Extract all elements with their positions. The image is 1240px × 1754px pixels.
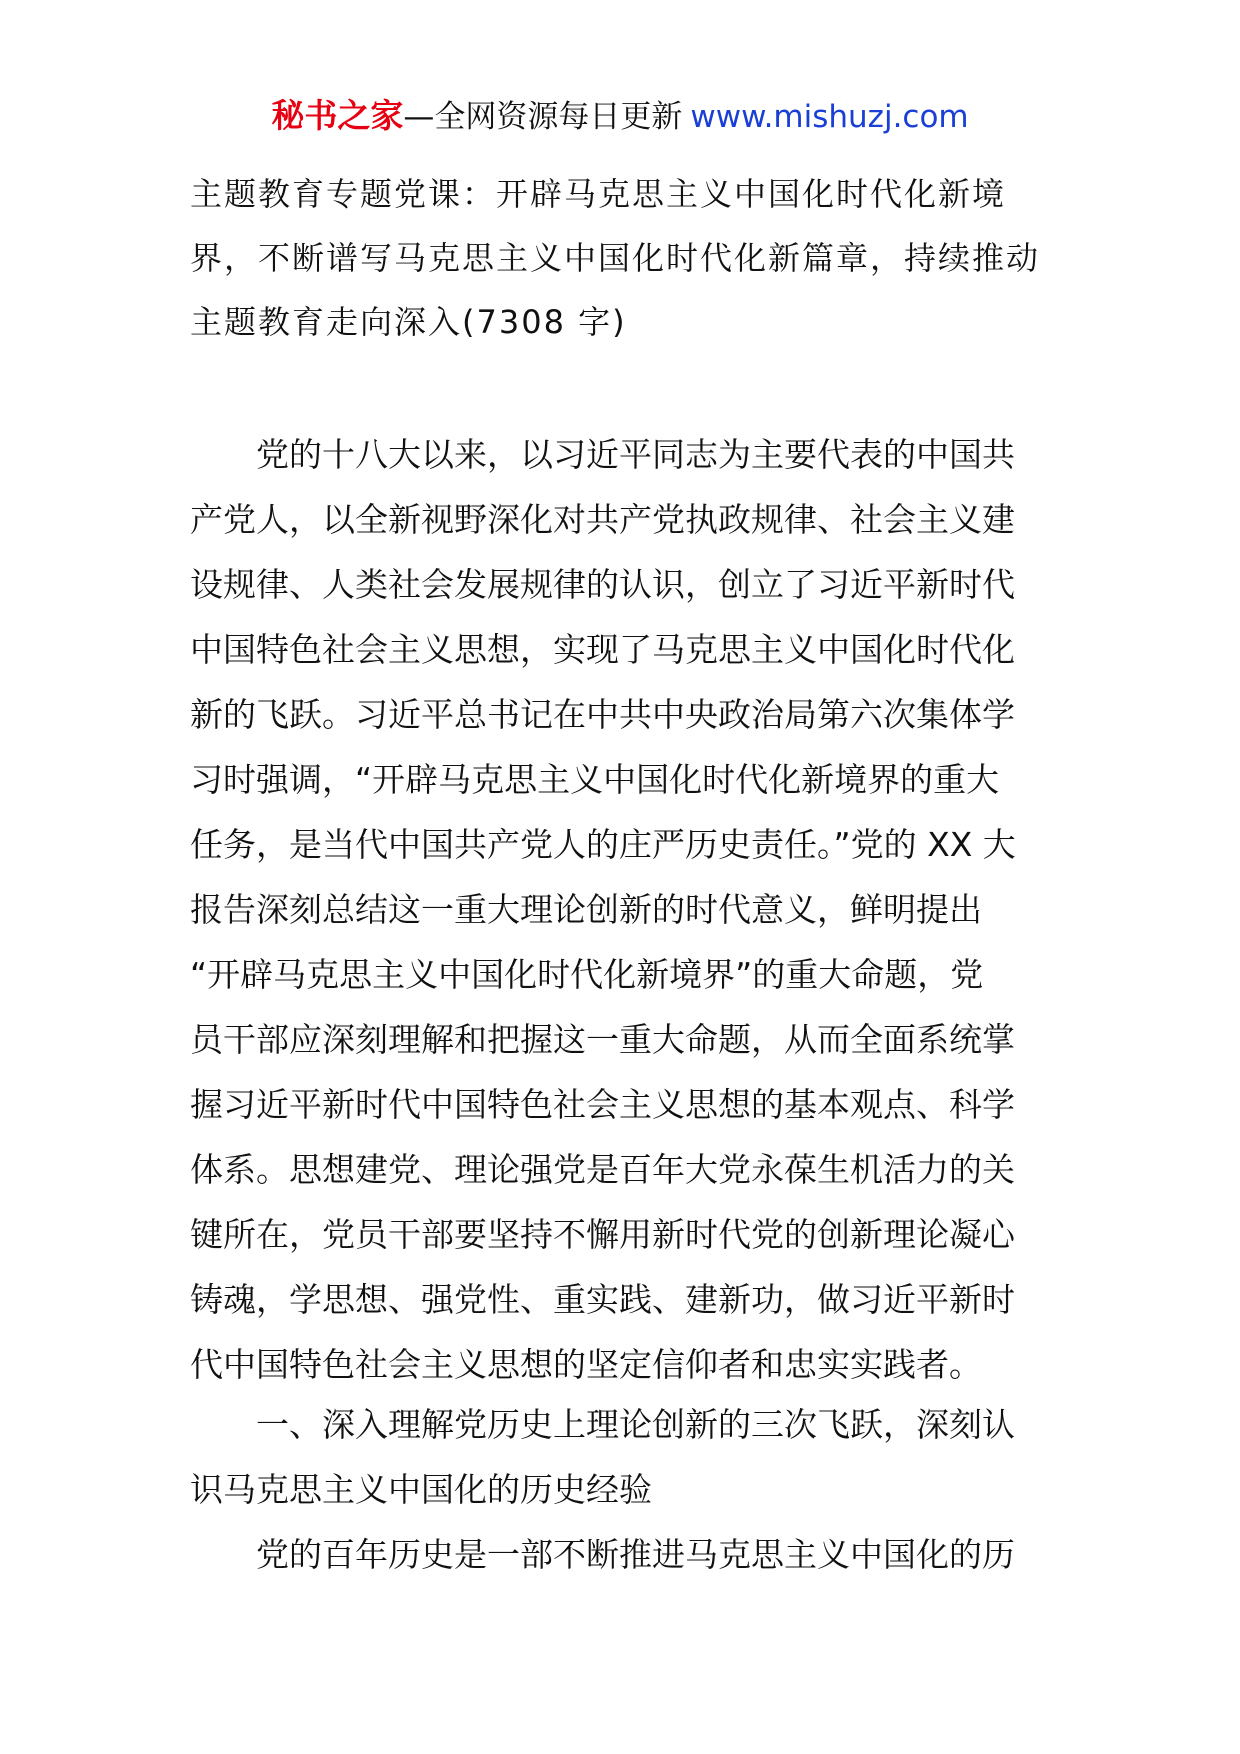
text-line: 员干部应深刻理解和把握这一重大命题，从而全面系统掌 [190,1020,1015,1059]
text-line: 设规律、人类社会发展规律的认识，创立了习近平新时代 [190,565,1015,604]
text-line: 党的百年历史是一部不断推进马克思主义中国化的历 [190,1535,1015,1574]
text-line: 铸魂，学思想、强党性、重实践、建新功，做习近平新时 [190,1280,1015,1319]
paragraph-intro [190,422,1070,1397]
text-line: 新的飞跃。习近平总书记在中共中央政治局第六次集体学 [190,695,1015,734]
text-line: 报告深刻总结这一重大理论创新的时代意义，鲜明提出 [190,890,982,929]
text-line: 体系。思想建党、理论强党是百年大党永葆生机活力的关 [190,1150,1015,1189]
text-line: 习时强调，“开辟马克思主义中国化时代化新境界的重大 [190,760,1000,799]
title-line: 界，不断谱写马克思主义中国化时代化新篇章，持续推动 [190,239,1041,277]
text-line: 握习近平新时代中国特色社会主义思想的基本观点、科学 [190,1085,1015,1124]
document-title [190,162,1070,354]
site-url-link[interactable]: www.mishuzj.com [690,99,969,135]
section-heading-1 [190,1392,1070,1522]
text-line: 任务，是当代中国共产党人的庄严历史责任。”党的 XX 大 [190,825,1016,864]
text-line: 党的十八大以来，以习近平同志为主要代表的中国共 [190,435,1015,474]
text-line: 代中国特色社会主义思想的坚定信仰者和忠实实践者。 [190,1345,982,1384]
brand-name: 秘书之家 [271,96,404,135]
heading-line: 识马克思主义中国化的历史经验 [190,1470,652,1509]
header-slogan: —全网资源每日更新 [403,99,683,135]
paragraph-section-1 [190,1522,1070,1587]
text-line: 键所在，党员干部要坚持不懈用新时代党的创新理论凝心 [190,1215,1015,1254]
text-line: 产党人，以全新视野深化对共产党执政规律、社会主义建 [190,500,1015,539]
text-line: “开辟马克思主义中国化时代化新境界”的重大命题，党 [190,955,984,994]
heading-line: 一、深入理解党历史上理论创新的三次飞跃，深刻认 [190,1405,1015,1444]
site-header [0,96,1240,137]
title-line: 主题教育走向深入(7308 字) [190,303,627,341]
text-line: 中国特色社会主义思想，实现了马克思主义中国化时代化 [190,630,1015,669]
title-line: 主题教育专题党课：开辟马克思主义中国化时代化新境 [190,175,1007,213]
